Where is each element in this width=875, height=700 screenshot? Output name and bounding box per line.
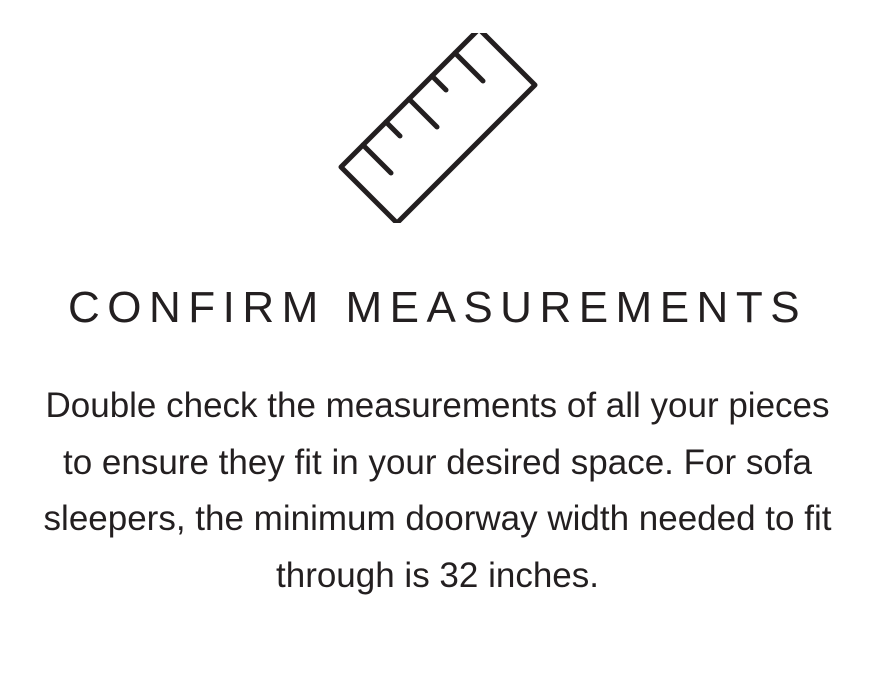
ruler-icon — [308, 28, 568, 228]
page-title: CONFIRM MEASUREMENTS — [67, 283, 808, 332]
description-text: Double check the measurements of all your pieces to ensure they fit in your desired space. For sofa sleepers, the minimum doorway width needed to fit through is 32 inches. — [43, 386, 832, 596]
